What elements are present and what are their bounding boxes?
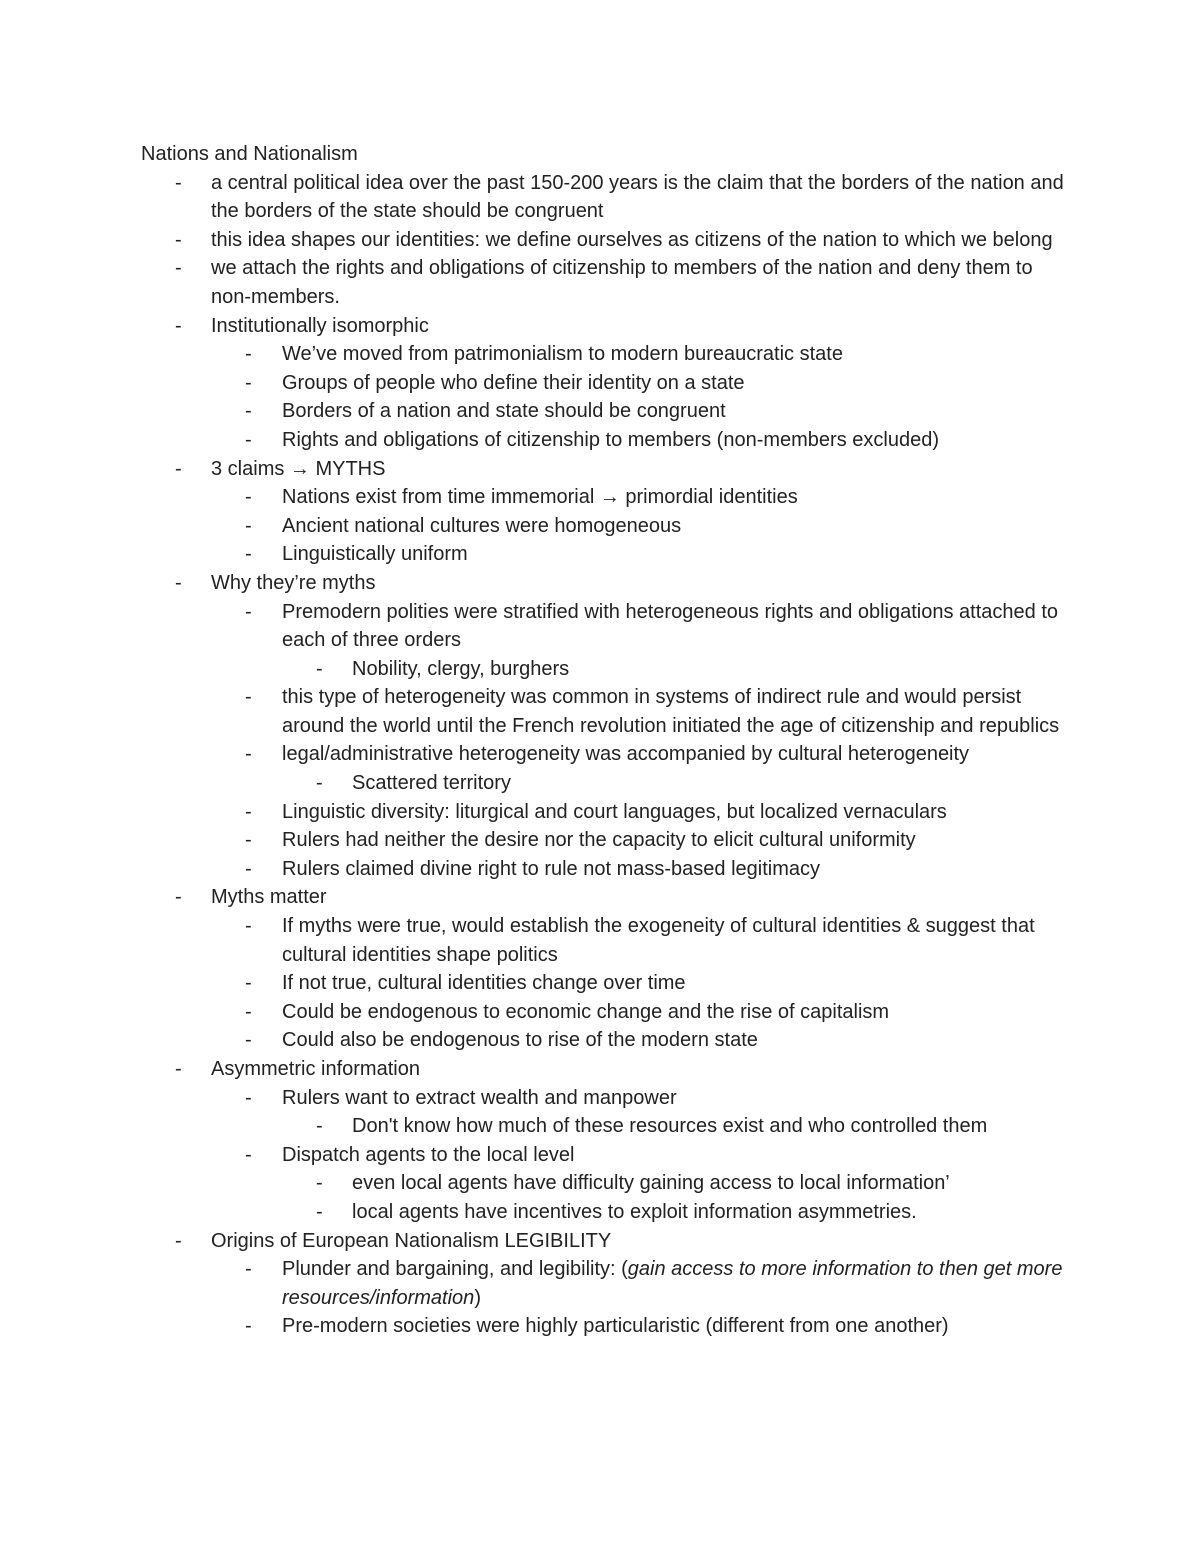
list-item-text: Ancient national cultures were homogeneous — [282, 514, 682, 537]
list-item-text: 3 claims → MYTHS — [211, 457, 386, 480]
list-item-text: Linguistically uniform — [282, 543, 468, 566]
list-item — [141, 226, 1071, 255]
list-item-text: Nations exist from time immemorial → primordial identities — [282, 486, 798, 509]
bullet-dash: - — [245, 972, 252, 995]
list-item-text: Could be endogenous to economic change and the rise of capitalism — [282, 1000, 890, 1023]
list-item — [141, 540, 1071, 569]
list-item-text: this idea shapes our identities: we define ourselves as citizens of the nation to which we belong — [211, 228, 1053, 251]
list-item — [141, 369, 1071, 398]
list-item-text: We’ve moved from patrimonialism to modern bureaucratic state — [282, 343, 843, 366]
list-item-text: a central political idea over the past 150-200 years is the claim that the borders of the nation and the borders of the state should be congruent — [211, 171, 1064, 223]
bullet-dash: - — [175, 228, 182, 251]
bullet-dash: - — [245, 829, 252, 852]
list-item-text: If myths were true, would establish the exogeneity of cultural identities & suggest that cultural identities shape politics — [282, 915, 1035, 966]
bullet-dash: - — [245, 857, 252, 880]
list-item — [141, 683, 1071, 740]
bullet-dash: - — [316, 1172, 323, 1195]
list-item-italic-text: gain access to more information to then get more resources/information — [282, 1258, 1063, 1309]
list-item-text: this type of heterogeneity was common in systems of indirect rule and would persist around the world until the French revolution initiated the age of citizenship and republics — [282, 686, 1060, 737]
bullet-dash: - — [245, 1143, 252, 1166]
list-item-text: legal/administrative heterogeneity was accompanied by cultural heterogeneity — [282, 743, 970, 766]
list-item — [141, 1198, 1071, 1227]
list-item — [141, 483, 1071, 512]
list-item — [141, 598, 1071, 655]
list-item-text: Premodern polities were stratified with heterogeneous rights and obligations attached to each of three orders — [282, 600, 1059, 652]
bullet-dash: - — [175, 1058, 182, 1080]
list-item-text: Institutionally isomorphic — [211, 314, 429, 337]
bullet-dash: - — [175, 457, 182, 480]
document-title: Nations and Nationalism — [141, 143, 358, 165]
list-item-text: even local agents have difficulty gaining access to local information’ — [352, 1172, 950, 1195]
list-item-text: we attach the rights and obligations of citizenship to members of the nation and deny them to non-members. — [211, 257, 1033, 308]
list-item — [141, 912, 1071, 969]
bullet-dash: - — [245, 428, 252, 451]
list-item — [141, 1227, 1071, 1256]
list-item-text: Asymmetric information — [211, 1058, 420, 1080]
list-item — [141, 826, 1071, 855]
bullet-dash: - — [245, 686, 252, 709]
list-item — [141, 1169, 1071, 1198]
bullet-dash: - — [245, 400, 252, 423]
bullet-dash: - — [175, 1229, 182, 1252]
bullet-dash: - — [245, 1086, 252, 1109]
list-item — [141, 740, 1071, 769]
list-item — [141, 312, 1071, 341]
list-item-text: Nobility, clergy, burghers — [352, 657, 570, 680]
bullet-dash: - — [245, 1029, 252, 1052]
bullet-dash: - — [316, 1115, 323, 1138]
list-item-text: Rulers had neither the desire nor the capacity to elicit cultural uniformity — [282, 829, 916, 852]
list-item — [141, 998, 1071, 1027]
bullet-dash: - — [175, 571, 182, 594]
list-item — [141, 769, 1071, 798]
list-item — [141, 397, 1071, 426]
list-item-text: Origins of European Nationalism LEGIBILITY — [211, 1229, 612, 1252]
bullet-dash: - — [245, 800, 252, 823]
list-item — [141, 969, 1071, 998]
bullet-dash: - — [245, 343, 252, 366]
list-item — [141, 254, 1071, 311]
list-item-text: Scattered territory — [352, 772, 511, 795]
list-item-text: Borders of a nation and state should be congruent — [282, 400, 726, 423]
list-item — [141, 883, 1071, 912]
bullet-dash: - — [245, 743, 252, 766]
notes-list — [141, 169, 1071, 1341]
list-item-text: Plunder and bargaining, and legibility: ( — [282, 1258, 628, 1281]
list-item — [141, 855, 1071, 884]
list-item-text: Myths matter — [211, 886, 327, 909]
bullet-dash: - — [245, 915, 252, 938]
list-item-text: Groups of people who define their identity on a state — [282, 371, 745, 394]
bullet-dash: - — [245, 1258, 252, 1281]
list-item — [141, 1084, 1071, 1113]
list-item-text: Could also be endogenous to rise of the modern state — [282, 1029, 758, 1052]
list-item — [141, 798, 1071, 827]
list-item — [141, 655, 1071, 684]
list-item-text: Dispatch agents to the local level — [282, 1143, 575, 1166]
bullet-dash: - — [245, 543, 252, 566]
bullet-dash: - — [175, 886, 182, 909]
list-item — [141, 1255, 1071, 1312]
bullet-dash: - — [175, 314, 182, 337]
bullet-dash: - — [245, 371, 252, 394]
list-item — [141, 1141, 1071, 1170]
list-item — [141, 1055, 1071, 1084]
bullet-dash: - — [316, 1200, 323, 1223]
list-item-text: Linguistic diversity: liturgical and court languages, but localized vernaculars — [282, 800, 947, 823]
bullet-dash: - — [245, 514, 252, 537]
bullet-dash: - — [175, 257, 182, 280]
list-item — [141, 169, 1071, 226]
list-item — [141, 512, 1071, 541]
bullet-dash: - — [316, 657, 323, 680]
list-item-text-end: ) — [474, 1286, 481, 1309]
list-item-text: Rights and obligations of citizenship to members (non-members excluded) — [282, 428, 939, 451]
bullet-dash: - — [245, 486, 252, 509]
bullet-dash: - — [175, 171, 182, 194]
bullet-dash: - — [245, 1000, 252, 1023]
list-item-text: Don't know how much of these resources exist and who controlled them — [352, 1115, 988, 1138]
list-item-text: Rulers claimed divine right to rule not mass-based legitimacy — [282, 857, 821, 880]
list-item — [141, 1312, 1071, 1341]
list-item — [141, 340, 1071, 369]
list-item — [141, 455, 1071, 484]
list-item — [141, 426, 1071, 455]
list-item-text: local agents have incentives to exploit information asymmetries. — [352, 1200, 917, 1223]
bullet-dash: - — [245, 600, 252, 623]
bullet-dash: - — [245, 1315, 252, 1338]
bullet-dash: - — [316, 772, 323, 795]
list-item — [141, 1026, 1071, 1055]
list-item — [141, 569, 1071, 598]
list-item-text: Why they’re myths — [211, 571, 376, 594]
list-item — [141, 1112, 1071, 1141]
list-item-text: Pre-modern societies were highly particularistic (different from one another) — [282, 1315, 949, 1338]
list-item-text: If not true, cultural identities change over time — [282, 972, 686, 995]
document-page — [141, 140, 1071, 1341]
list-item-text: Rulers want to extract wealth and manpower — [282, 1086, 677, 1109]
